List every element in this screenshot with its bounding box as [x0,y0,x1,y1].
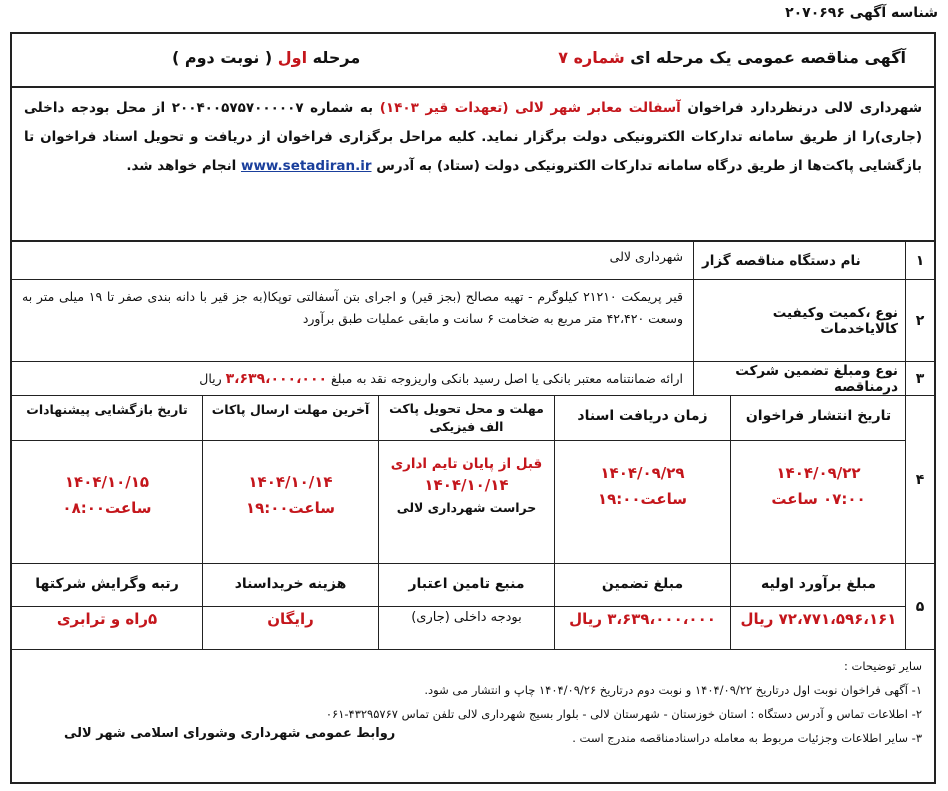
col-grade [12,564,202,649]
note-1: ۱- آگهی فراخوان نوبت اول درتاریخ ۱۴۰۴/۰۹/۲۲ و نوبت دوم درتاریخ ۱۴۰۴/۰۹/۲۶ چاپ و انتشار می شود. [424,683,922,697]
guarantee-value [12,362,693,395]
col-envelope-delivery [378,396,554,563]
delivery-note: قبل از پایان تایم اداری [390,456,543,472]
deadline-time: ساعت۱۹:۰۰ [245,499,336,517]
funding-source: بودجه داخلی (جاری) [411,610,522,625]
financials-grid [12,564,906,649]
organizer-name: شهرداری لالی [609,249,683,264]
row-schedule [12,396,934,564]
col-doc-cost [202,564,378,649]
receive-date: ۱۴۰۴/۰۹/۲۹ [600,464,685,482]
delivery-place: حراست شهرداری لالی [396,500,537,515]
col-submission-deadline [202,396,378,563]
row-financials [12,564,934,650]
row-organizer [12,242,934,280]
goods-description: قیر پریمکت ۲۱۲۱۰ کیلوگرم - تهیه مصالح (بجز قیر) و اجرای بتن آسفالتی توپکا(به جز قیر با دانه بندی صفر تا ۱۹ میلی متر به وسعت ۴۲،۴۲۰ متر مربع به ضخامت ۶ سانت و مابقی عملیات طبق برآورد [22,289,683,326]
title-prefix: آگهی مناقصه عمومی یک مرحله ای [624,48,906,67]
notice-header [12,34,934,88]
guarantee-amount-cell: ۳،۶۳۹،۰۰۰،۰۰۰ ریال [569,610,716,628]
notes-title: سایر توضیحات : [843,659,922,673]
intro-text-1: شهرداری لالی درنظردارد فراخوان [680,100,922,116]
receive-time: ساعت۱۹:۰۰ [597,490,688,508]
publish-time: ۰۷:۰۰ ساعت [771,490,866,508]
guarantee-amount: ۳،۶۳۹،۰۰۰،۰۰۰ [225,371,328,387]
title-number: شماره ۷ [558,48,625,67]
guarantee-text: ارائه ضمانتنامه معتبر بانکی یا اصل رسید بانکی واریزوجه نقد به مبلغ [327,371,683,386]
delivery-date: ۱۴۰۴/۱۰/۱۴ [424,476,509,494]
notes-section [12,650,934,782]
col-publish [730,396,906,563]
row-label: نوع ومبلغ تضمین شرکت درمناقصه [693,362,906,395]
col-header: رتبه وگرایش شرکتها [35,576,179,592]
schedule-grid [12,396,906,563]
signature: روابط عمومی شهرداری وشورای اسلامی شهر لالی [64,726,396,741]
opening-time: ساعت۰۸:۰۰ [62,499,152,517]
tender-number: ۲۰۰۴۰۰۵۷۵۷۰۰۰۰۰۷ [171,100,304,116]
row-number: ۱ [905,242,934,279]
notice-title [558,48,906,67]
col-funding [378,564,554,649]
row-number: ۴ [905,396,934,563]
intro-text-2: به شماره [303,100,380,116]
stage-suffix: ( نوبت دوم ) [172,48,278,67]
ad-id: شناسه آگهی ۲۰۷۰۶۹۶ [785,5,938,21]
col-receive-docs [554,396,730,563]
col-header: تاریخ بازگشایی پیشنهادات [26,402,188,417]
company-grade: ۵راه و ترابری [56,610,158,628]
estimate-amount: ۷۲،۷۷۱،۵۹۶،۱۶۱ ریال [740,610,897,628]
row-goods-services [12,280,934,362]
col-header: هزینه خریداسناد [234,576,347,592]
col-header: زمان دریافت اسناد [577,408,708,424]
publish-date: ۱۴۰۴/۰۹/۲۲ [776,464,861,482]
setad-link[interactable]: www.setadiran.ir [240,158,372,174]
col-header: تاریخ انتشار فراخوان [745,408,892,424]
row-guarantee [12,362,934,396]
row-label: نام دستگاه مناقصه گزار [693,242,906,279]
col-header: مبلغ تضمین [601,576,684,592]
stage-value: اول [277,48,308,67]
note-3: ۳- سایر اطلاعات وجزئیات مربوط به معامله دراسنادمناقصه مندرج است . [572,731,922,745]
deadline-date: ۱۴۰۴/۱۰/۱۴ [248,473,333,491]
doc-cost: رایگان [267,610,314,628]
row-label: نوع ،کمیت وکیفیت کالاياخدمات [693,280,906,361]
col-opening [12,396,202,563]
col-header: مهلت و محل تحویل پاکت الف فیزیکی [389,401,544,434]
intro-paragraph [12,88,934,242]
col-header: منبع تامین اعتبار [408,576,525,592]
opening-date: ۱۴۰۴/۱۰/۱۵ [64,473,150,491]
col-estimate [730,564,906,649]
col-guarantee [554,564,730,649]
tender-subject: آسفالت معابر شهر لالی (تعهدات قیر ۱۴۰۳) [379,100,681,116]
guarantee-unit: ریال [199,371,226,386]
note-2: ۲- اطلاعات تماس و آدرس دستگاه : استان خوزستان - شهرستان لالی - بلوار بسیج شهرداری لالی تلفن تماس ۴۳۲۹۵۷۶۷-۰۶۱ [325,707,922,721]
stage-prefix: مرحله [307,48,361,67]
tender-notice [10,32,936,784]
col-header: آخرین مهلت ارسال پاکات [211,402,370,417]
row-number: ۲ [905,280,934,361]
row-number: ۵ [905,564,934,649]
row-number: ۳ [905,362,934,395]
col-header: مبلغ برآورد اولیه [760,576,877,592]
intro-text-4: انجام خواهد شد. [126,158,241,174]
intro-text-3: از محل بودجه داخلی (جاری)را از طریق سامانه تدارکات الکترونیکی دولت برگزار نماید. کلیه مراحل برگزاری فراخوان از دریافت و تحویل اسناد فراخوان تا بازگشایی پاکت‌ها از طریق درگاه سامانه تدارکات الکترونیکی دولت (ستاد) به آدرس [24,100,922,174]
stage-label [172,48,360,67]
